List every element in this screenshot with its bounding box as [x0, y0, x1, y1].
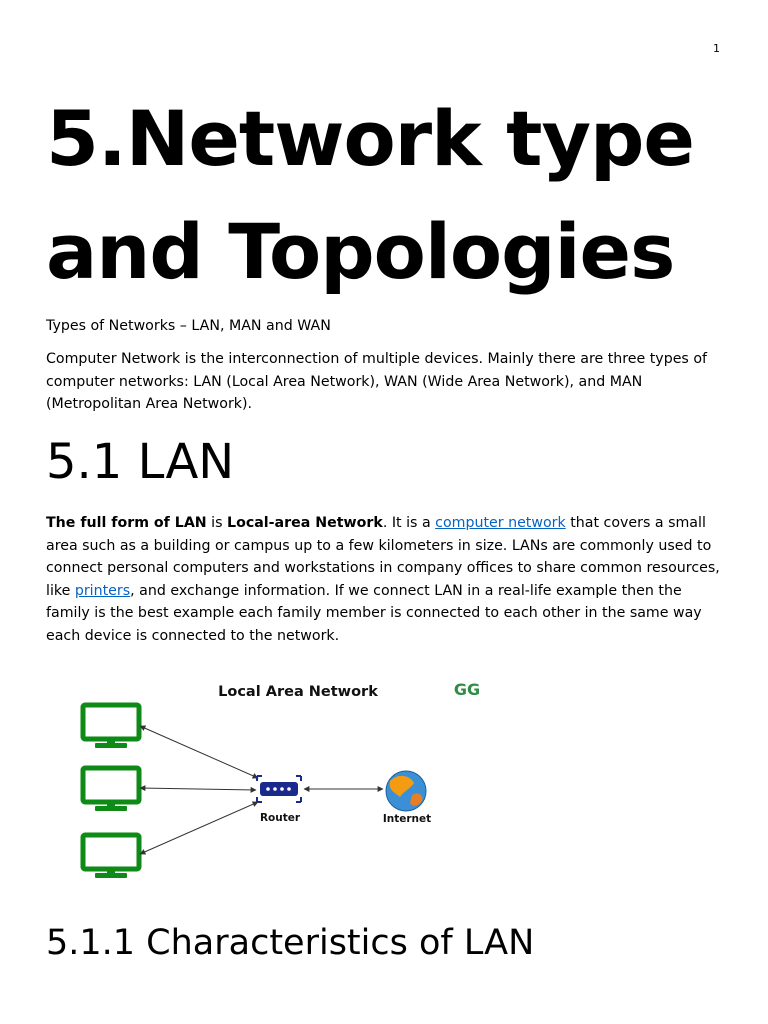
- lan-bold-1: The full form of LAN: [46, 515, 207, 531]
- connection-line: [140, 788, 256, 790]
- diagram-title: Local Area Network: [218, 684, 378, 700]
- lan-bold-2: Local-area Network: [227, 515, 383, 531]
- title-line-2: and Topologies: [46, 207, 675, 296]
- computer-network-link[interactable]: computer network: [435, 515, 566, 531]
- monitor-icon: [83, 705, 139, 748]
- page-number: 1: [713, 42, 720, 55]
- printers-link[interactable]: printers: [74, 582, 131, 599]
- lan-text-4: , and exchange information. If we connect LAN in a real-life example then the family is the best example each family member is connected to each other in the same way each device is connected to the network.: [46, 582, 702, 644]
- router-icon: [257, 776, 301, 802]
- lan-description: [46, 512, 726, 647]
- intro-paragraph: Computer Network is the interconnection of multiple devices. Mainly there are three types of computer networks: LAN (Local Area Network), WAN (Wide Area Network), and MAN (Metropolitan Area Network).: [46, 351, 708, 412]
- characteristics-heading: 5.1.1 Characteristics of LAN: [46, 923, 535, 963]
- internet-label: Internet: [382, 813, 432, 825]
- lan-heading: 5.1 LAN: [46, 434, 235, 490]
- lan-diagram: [70, 670, 510, 890]
- monitor-icon: [83, 768, 139, 811]
- title-line-1: 5.Network type: [46, 94, 694, 183]
- lan-text-2: . It is a: [382, 515, 436, 531]
- gfg-logo-icon: [454, 680, 480, 699]
- lan-text-3: that covers a small area such as a building or campus up to a few kilometers in size. LANs are commonly used to connect personal computers and workstations in company offices to share common resources, like: [46, 515, 720, 599]
- subtitle: Types of Networks – LAN, MAN and WAN: [46, 318, 331, 334]
- monitor-icon: [83, 835, 139, 878]
- page-title: [46, 82, 736, 308]
- lan-text-1: is: [206, 515, 228, 531]
- router-label: Router: [259, 812, 301, 824]
- logo-text: GG: [453, 680, 481, 699]
- globe-icon: [386, 771, 426, 811]
- connection-line: [140, 726, 258, 778]
- connection-line: [140, 802, 258, 854]
